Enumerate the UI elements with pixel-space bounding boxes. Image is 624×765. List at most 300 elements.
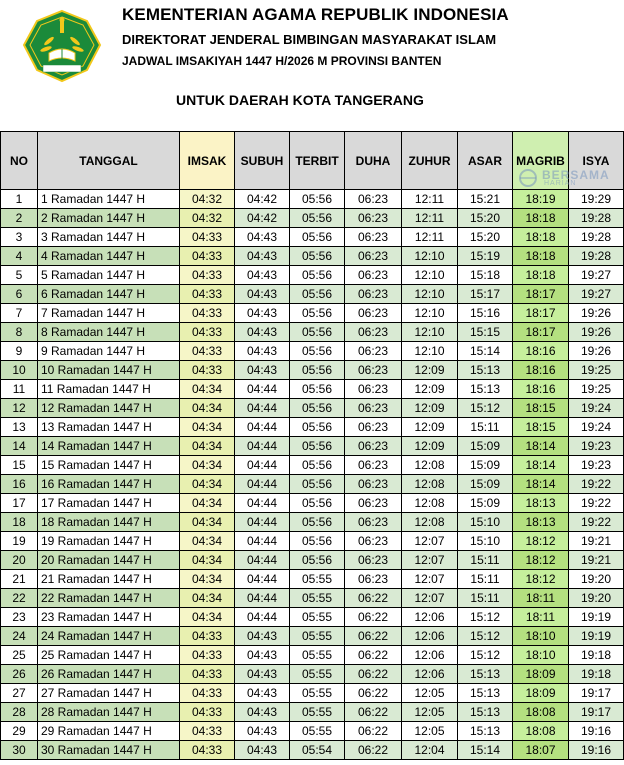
cell-magrib: 18:18 [513, 266, 569, 285]
cell-terbit: 05:54 [290, 741, 345, 760]
cell-subuh: 04:44 [235, 437, 290, 456]
cell-asar: 15:12 [458, 608, 513, 627]
cell-duha: 06:23 [345, 551, 402, 570]
cell-asar: 15:10 [458, 513, 513, 532]
cell-asar: 15:09 [458, 456, 513, 475]
cell-tgl: 12 Ramadan 1447 H [38, 399, 180, 418]
cell-terbit: 05:56 [290, 228, 345, 247]
cell-tgl: 23 Ramadan 1447 H [38, 608, 180, 627]
cell-magrib: 18:18 [513, 247, 569, 266]
cell-subuh: 04:44 [235, 513, 290, 532]
col-tanggal-header: TANGGAL [38, 132, 180, 190]
cell-no: 24 [1, 627, 38, 646]
cell-imsak: 04:33 [180, 285, 235, 304]
cell-no: 30 [1, 741, 38, 760]
cell-duha: 06:23 [345, 475, 402, 494]
table-row [1, 722, 624, 741]
cell-terbit: 05:56 [290, 551, 345, 570]
cell-imsak: 04:33 [180, 247, 235, 266]
cell-imsak: 04:34 [180, 456, 235, 475]
cell-imsak: 04:32 [180, 209, 235, 228]
cell-magrib: 18:12 [513, 551, 569, 570]
cell-duha: 06:23 [345, 570, 402, 589]
cell-duha: 06:23 [345, 532, 402, 551]
cell-duha: 06:23 [345, 399, 402, 418]
cell-asar: 15:20 [458, 209, 513, 228]
cell-magrib: 18:11 [513, 608, 569, 627]
cell-tgl: 13 Ramadan 1447 H [38, 418, 180, 437]
cell-imsak: 04:33 [180, 722, 235, 741]
cell-isya: 19:22 [569, 475, 624, 494]
cell-zuhur: 12:06 [402, 608, 458, 627]
cell-no: 4 [1, 247, 38, 266]
cell-zuhur: 12:08 [402, 456, 458, 475]
cell-magrib: 18:13 [513, 494, 569, 513]
cell-isya: 19:26 [569, 304, 624, 323]
cell-subuh: 04:44 [235, 589, 290, 608]
cell-imsak: 04:34 [180, 589, 235, 608]
cell-terbit: 05:56 [290, 437, 345, 456]
cell-tgl: 29 Ramadan 1447 H [38, 722, 180, 741]
cell-tgl: 7 Ramadan 1447 H [38, 304, 180, 323]
cell-no: 7 [1, 304, 38, 323]
table-row [1, 532, 624, 551]
cell-imsak: 04:34 [180, 513, 235, 532]
cell-asar: 15:11 [458, 551, 513, 570]
cell-imsak: 04:33 [180, 627, 235, 646]
cell-terbit: 05:56 [290, 247, 345, 266]
table-row [1, 570, 624, 589]
cell-isya: 19:20 [569, 570, 624, 589]
cell-magrib: 18:15 [513, 399, 569, 418]
cell-isya: 19:22 [569, 494, 624, 513]
cell-duha: 06:22 [345, 684, 402, 703]
cell-duha: 06:22 [345, 646, 402, 665]
cell-terbit: 05:56 [290, 456, 345, 475]
cell-zuhur: 12:07 [402, 570, 458, 589]
col-duha-header: DUHA [345, 132, 402, 190]
cell-terbit: 05:55 [290, 646, 345, 665]
cell-no: 29 [1, 722, 38, 741]
cell-no: 2 [1, 209, 38, 228]
cell-magrib: 18:11 [513, 589, 569, 608]
cell-subuh: 04:43 [235, 304, 290, 323]
cell-asar: 15:14 [458, 342, 513, 361]
cell-zuhur: 12:05 [402, 703, 458, 722]
cell-asar: 15:15 [458, 323, 513, 342]
cell-no: 16 [1, 475, 38, 494]
cell-asar: 15:09 [458, 437, 513, 456]
cell-terbit: 05:55 [290, 703, 345, 722]
cell-zuhur: 12:10 [402, 247, 458, 266]
cell-duha: 06:23 [345, 209, 402, 228]
cell-subuh: 04:43 [235, 247, 290, 266]
cell-no: 6 [1, 285, 38, 304]
cell-isya: 19:28 [569, 209, 624, 228]
cell-tgl: 30 Ramadan 1447 H [38, 741, 180, 760]
cell-duha: 06:23 [345, 304, 402, 323]
table-row [1, 342, 624, 361]
col-imsak-header: IMSAK [180, 132, 235, 190]
watermark-text: BERSAMA [542, 168, 610, 182]
cell-subuh: 04:43 [235, 646, 290, 665]
cell-imsak: 04:34 [180, 551, 235, 570]
cell-isya: 19:19 [569, 608, 624, 627]
cell-asar: 15:12 [458, 646, 513, 665]
cell-imsak: 04:34 [180, 380, 235, 399]
ministry-title: KEMENTERIAN AGAMA REPUBLIK INDONESIA [122, 5, 509, 24]
cell-imsak: 04:33 [180, 304, 235, 323]
cell-imsak: 04:34 [180, 494, 235, 513]
table-row [1, 741, 624, 760]
cell-duha: 06:22 [345, 741, 402, 760]
cell-asar: 15:13 [458, 703, 513, 722]
cell-terbit: 05:56 [290, 494, 345, 513]
cell-no: 15 [1, 456, 38, 475]
cell-magrib: 18:09 [513, 665, 569, 684]
cell-zuhur: 12:10 [402, 285, 458, 304]
cell-tgl: 5 Ramadan 1447 H [38, 266, 180, 285]
cell-no: 22 [1, 589, 38, 608]
cell-imsak: 04:33 [180, 665, 235, 684]
cell-subuh: 04:44 [235, 570, 290, 589]
cell-isya: 19:16 [569, 722, 624, 741]
document-header [0, 0, 624, 131]
cell-magrib: 18:19 [513, 190, 569, 209]
cell-imsak: 04:33 [180, 361, 235, 380]
cell-isya: 19:25 [569, 361, 624, 380]
cell-zuhur: 12:07 [402, 532, 458, 551]
cell-magrib: 18:18 [513, 228, 569, 247]
cell-subuh: 04:42 [235, 209, 290, 228]
cell-terbit: 05:56 [290, 266, 345, 285]
schedule-title: JADWAL IMSAKIYAH 1447 H/2026 M PROVINSI BANTEN [122, 54, 442, 68]
cell-duha: 06:23 [345, 494, 402, 513]
table-row [1, 266, 624, 285]
cell-terbit: 05:55 [290, 570, 345, 589]
cell-duha: 06:23 [345, 285, 402, 304]
table-row [1, 684, 624, 703]
cell-subuh: 04:44 [235, 399, 290, 418]
cell-terbit: 05:56 [290, 209, 345, 228]
cell-duha: 06:22 [345, 627, 402, 646]
cell-duha: 06:22 [345, 589, 402, 608]
cell-zuhur: 12:08 [402, 494, 458, 513]
cell-tgl: 6 Ramadan 1447 H [38, 285, 180, 304]
cell-terbit: 05:56 [290, 304, 345, 323]
cell-no: 26 [1, 665, 38, 684]
cell-terbit: 05:56 [290, 475, 345, 494]
cell-duha: 06:23 [345, 437, 402, 456]
cell-isya: 19:27 [569, 285, 624, 304]
cell-asar: 15:09 [458, 475, 513, 494]
cell-duha: 06:23 [345, 456, 402, 475]
cell-isya: 19:27 [569, 266, 624, 285]
cell-magrib: 18:17 [513, 285, 569, 304]
cell-zuhur: 12:10 [402, 342, 458, 361]
cell-duha: 06:23 [345, 342, 402, 361]
cell-tgl: 2 Ramadan 1447 H [38, 209, 180, 228]
cell-imsak: 04:34 [180, 399, 235, 418]
cell-terbit: 05:56 [290, 532, 345, 551]
cell-terbit: 05:56 [290, 190, 345, 209]
table-row [1, 437, 624, 456]
table-row [1, 304, 624, 323]
cell-terbit: 05:55 [290, 627, 345, 646]
cell-no: 23 [1, 608, 38, 627]
cell-asar: 15:12 [458, 627, 513, 646]
table-row [1, 361, 624, 380]
cell-imsak: 04:33 [180, 703, 235, 722]
cell-terbit: 05:56 [290, 380, 345, 399]
cell-imsak: 04:34 [180, 570, 235, 589]
col-no-header: NO [1, 132, 38, 190]
watermark-subtext: HARIAN [544, 180, 577, 187]
cell-tgl: 10 Ramadan 1447 H [38, 361, 180, 380]
cell-magrib: 18:15 [513, 418, 569, 437]
table-row [1, 247, 624, 266]
cell-zuhur: 12:10 [402, 266, 458, 285]
cell-duha: 06:23 [345, 228, 402, 247]
cell-tgl: 4 Ramadan 1447 H [38, 247, 180, 266]
cell-zuhur: 12:07 [402, 551, 458, 570]
cell-subuh: 04:43 [235, 228, 290, 247]
cell-terbit: 05:56 [290, 342, 345, 361]
table-row [1, 494, 624, 513]
cell-tgl: 21 Ramadan 1447 H [38, 570, 180, 589]
cell-asar: 15:09 [458, 494, 513, 513]
col-subuh-header: SUBUH [235, 132, 290, 190]
cell-subuh: 04:43 [235, 665, 290, 684]
cell-imsak: 04:33 [180, 323, 235, 342]
cell-subuh: 04:43 [235, 342, 290, 361]
cell-imsak: 04:33 [180, 228, 235, 247]
cell-tgl: 14 Ramadan 1447 H [38, 437, 180, 456]
cell-magrib: 18:12 [513, 532, 569, 551]
imsakiyah-table [0, 131, 624, 760]
cell-duha: 06:22 [345, 608, 402, 627]
cell-asar: 15:10 [458, 532, 513, 551]
col-isya-header: ISYA [569, 132, 624, 190]
cell-no: 20 [1, 551, 38, 570]
cell-imsak: 04:34 [180, 418, 235, 437]
cell-terbit: 05:55 [290, 665, 345, 684]
cell-magrib: 18:13 [513, 513, 569, 532]
cell-subuh: 04:44 [235, 608, 290, 627]
cell-imsak: 04:34 [180, 475, 235, 494]
cell-imsak: 04:34 [180, 608, 235, 627]
cell-magrib: 18:16 [513, 342, 569, 361]
cell-tgl: 15 Ramadan 1447 H [38, 456, 180, 475]
table-row [1, 456, 624, 475]
cell-no: 28 [1, 703, 38, 722]
col-magrib-header: MAGRIB [513, 132, 569, 190]
cell-asar: 15:17 [458, 285, 513, 304]
cell-isya: 19:24 [569, 418, 624, 437]
cell-terbit: 05:56 [290, 513, 345, 532]
cell-terbit: 05:56 [290, 399, 345, 418]
col-asar-header: ASAR [458, 132, 513, 190]
table-row [1, 228, 624, 247]
cell-asar: 15:16 [458, 304, 513, 323]
cell-isya: 19:17 [569, 703, 624, 722]
cell-tgl: 19 Ramadan 1447 H [38, 532, 180, 551]
cell-subuh: 04:43 [235, 266, 290, 285]
cell-no: 27 [1, 684, 38, 703]
cell-isya: 19:19 [569, 627, 624, 646]
cell-magrib: 18:10 [513, 646, 569, 665]
cell-imsak: 04:34 [180, 532, 235, 551]
cell-zuhur: 12:11 [402, 228, 458, 247]
cell-terbit: 05:56 [290, 418, 345, 437]
cell-magrib: 18:09 [513, 684, 569, 703]
cell-magrib: 18:14 [513, 437, 569, 456]
cell-duha: 06:23 [345, 190, 402, 209]
cell-tgl: 8 Ramadan 1447 H [38, 323, 180, 342]
cell-imsak: 04:33 [180, 342, 235, 361]
cell-magrib: 18:08 [513, 722, 569, 741]
cell-asar: 15:13 [458, 665, 513, 684]
cell-isya: 19:18 [569, 646, 624, 665]
cell-subuh: 04:43 [235, 285, 290, 304]
cell-magrib: 18:14 [513, 475, 569, 494]
cell-asar: 15:12 [458, 399, 513, 418]
cell-zuhur: 12:10 [402, 323, 458, 342]
cell-tgl: 3 Ramadan 1447 H [38, 228, 180, 247]
cell-isya: 19:20 [569, 589, 624, 608]
cell-isya: 19:29 [569, 190, 624, 209]
cell-subuh: 04:44 [235, 532, 290, 551]
cell-no: 18 [1, 513, 38, 532]
cell-tgl: 26 Ramadan 1447 H [38, 665, 180, 684]
cell-duha: 06:23 [345, 418, 402, 437]
cell-zuhur: 12:11 [402, 209, 458, 228]
cell-zuhur: 12:04 [402, 741, 458, 760]
cell-asar: 15:19 [458, 247, 513, 266]
cell-duha: 06:23 [345, 361, 402, 380]
cell-subuh: 04:43 [235, 741, 290, 760]
cell-isya: 19:28 [569, 228, 624, 247]
cell-imsak: 04:33 [180, 266, 235, 285]
cell-imsak: 04:33 [180, 741, 235, 760]
cell-magrib: 18:18 [513, 209, 569, 228]
table-row [1, 589, 624, 608]
cell-tgl: 24 Ramadan 1447 H [38, 627, 180, 646]
cell-zuhur: 12:09 [402, 399, 458, 418]
cell-isya: 19:22 [569, 513, 624, 532]
cell-isya: 19:28 [569, 247, 624, 266]
table-row [1, 418, 624, 437]
cell-zuhur: 12:10 [402, 304, 458, 323]
table-row [1, 190, 624, 209]
cell-duha: 06:22 [345, 665, 402, 684]
cell-asar: 15:14 [458, 741, 513, 760]
cell-duha: 06:22 [345, 722, 402, 741]
cell-zuhur: 12:06 [402, 627, 458, 646]
cell-terbit: 05:55 [290, 722, 345, 741]
cell-duha: 06:23 [345, 266, 402, 285]
cell-subuh: 04:43 [235, 684, 290, 703]
cell-no: 1 [1, 190, 38, 209]
cell-no: 12 [1, 399, 38, 418]
cell-duha: 06:23 [345, 323, 402, 342]
cell-isya: 19:21 [569, 532, 624, 551]
table-row [1, 285, 624, 304]
cell-no: 13 [1, 418, 38, 437]
cell-zuhur: 12:08 [402, 475, 458, 494]
cell-imsak: 04:32 [180, 190, 235, 209]
cell-imsak: 04:34 [180, 437, 235, 456]
cell-terbit: 05:55 [290, 684, 345, 703]
cell-zuhur: 12:09 [402, 380, 458, 399]
cell-isya: 19:26 [569, 342, 624, 361]
table-row [1, 627, 624, 646]
cell-isya: 19:18 [569, 665, 624, 684]
cell-tgl: 22 Ramadan 1447 H [38, 589, 180, 608]
cell-zuhur: 12:06 [402, 646, 458, 665]
cell-imsak: 04:33 [180, 684, 235, 703]
cell-subuh: 04:43 [235, 323, 290, 342]
cell-magrib: 18:17 [513, 304, 569, 323]
cell-tgl: 20 Ramadan 1447 H [38, 551, 180, 570]
cell-magrib: 18:16 [513, 361, 569, 380]
cell-tgl: 28 Ramadan 1447 H [38, 703, 180, 722]
cell-tgl: 9 Ramadan 1447 H [38, 342, 180, 361]
table-row [1, 475, 624, 494]
cell-terbit: 05:56 [290, 285, 345, 304]
cell-isya: 19:17 [569, 684, 624, 703]
cell-magrib: 18:07 [513, 741, 569, 760]
cell-subuh: 04:43 [235, 627, 290, 646]
table-row [1, 323, 624, 342]
cell-asar: 15:13 [458, 380, 513, 399]
cell-no: 14 [1, 437, 38, 456]
cell-isya: 19:16 [569, 741, 624, 760]
cell-magrib: 18:14 [513, 456, 569, 475]
cell-subuh: 04:44 [235, 475, 290, 494]
cell-zuhur: 12:05 [402, 722, 458, 741]
cell-duha: 06:23 [345, 513, 402, 532]
table-row [1, 513, 624, 532]
cell-duha: 06:22 [345, 703, 402, 722]
cell-isya: 19:21 [569, 551, 624, 570]
cell-zuhur: 12:07 [402, 589, 458, 608]
kemenag-logo-icon [21, 9, 103, 83]
cell-no: 8 [1, 323, 38, 342]
cell-magrib: 18:12 [513, 570, 569, 589]
cell-zuhur: 12:09 [402, 437, 458, 456]
cell-zuhur: 12:05 [402, 684, 458, 703]
cell-tgl: 16 Ramadan 1447 H [38, 475, 180, 494]
cell-no: 25 [1, 646, 38, 665]
cell-tgl: 11 Ramadan 1447 H [38, 380, 180, 399]
cell-terbit: 05:55 [290, 589, 345, 608]
col-zuhur-header: ZUHUR [402, 132, 458, 190]
cell-tgl: 27 Ramadan 1447 H [38, 684, 180, 703]
cell-asar: 15:18 [458, 266, 513, 285]
table-row [1, 551, 624, 570]
cell-duha: 06:23 [345, 380, 402, 399]
cell-subuh: 04:43 [235, 361, 290, 380]
table-row [1, 703, 624, 722]
cell-subuh: 04:44 [235, 456, 290, 475]
cell-subuh: 04:43 [235, 703, 290, 722]
cell-tgl: 18 Ramadan 1447 H [38, 513, 180, 532]
cell-subuh: 04:44 [235, 494, 290, 513]
cell-zuhur: 12:11 [402, 190, 458, 209]
table-row [1, 608, 624, 627]
cell-no: 10 [1, 361, 38, 380]
